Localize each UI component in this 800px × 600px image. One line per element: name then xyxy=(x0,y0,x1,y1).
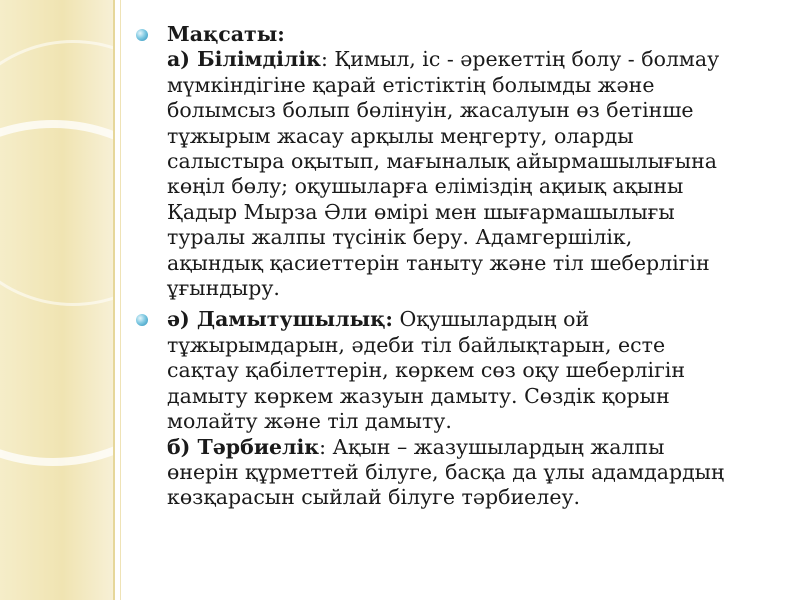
paragraph-text: : Ақын – жазушылардың жалпы xyxy=(319,434,665,459)
paragraph-line: өнерін құрметтей білуге, басқа да ұлы адамдардың xyxy=(167,459,725,484)
paragraph-text: Қимыл, іс - әрекеттің болу - болмау xyxy=(334,47,720,72)
decorative-side-band xyxy=(0,0,114,600)
paragraph-line: ұғындыру. xyxy=(167,276,280,301)
paragraph-line: мүмкіндігіне қарай етістіктің болымды және xyxy=(167,72,655,97)
developmental-label: ә) Дамытушылық: xyxy=(167,307,393,332)
paragraph-line: дамыту көркем жазуын дамыту. Сөздік қорын xyxy=(167,383,670,408)
paragraph-line: салыстыра оқытып, мағыналық айырмашылығына xyxy=(167,149,717,174)
paragraph-text: Оқушылардың ой xyxy=(392,307,590,332)
paragraph-line: Қадыр Мырза Әли өмірі мен шығармашылығы xyxy=(167,199,675,224)
paragraph-line: ақындық қасиеттерін таныту және тіл шеберлігін xyxy=(167,250,710,275)
upbringing-label: б) Тәрбиелік xyxy=(167,434,320,459)
label-separator: : xyxy=(320,47,335,72)
paragraph-line: тұжырым жасау арқылы меңгерту, оларды xyxy=(167,123,634,148)
goals-heading: Мақсаты: xyxy=(167,22,285,46)
bullet-item-development xyxy=(136,307,776,510)
bullet-icon xyxy=(136,314,148,326)
bullet-icon xyxy=(136,29,148,41)
paragraph-line xyxy=(167,47,776,72)
paragraph-line: сақтау қабілеттерін, көркем сөз оқу шеберлігін xyxy=(167,358,686,383)
slide-content xyxy=(136,22,776,511)
educational-label: а) Білімділік xyxy=(167,47,321,72)
paragraph-line xyxy=(167,435,776,460)
paragraph-line: көзқарасын сыйлай білуге тәрбиелеу. xyxy=(167,485,581,510)
paragraph-line xyxy=(167,307,776,332)
paragraph-line: болымсыз болып бөлінуін, жасалуын өз бетінше xyxy=(167,98,694,123)
paragraph-line: молайту және тіл дамыту. xyxy=(167,409,452,434)
paragraph-line: көңіл бөлу; оқушыларға еліміздің ақиық ақыны xyxy=(167,174,684,199)
paragraph-line: тұжырымдарын, әдеби тіл байлықтарын, есте xyxy=(167,332,666,357)
bullet-item-goals xyxy=(136,22,776,301)
divider-line xyxy=(113,0,115,600)
paragraph-line: туралы жалпы түсінік беру. Адамгершілік, xyxy=(167,225,633,250)
divider-line xyxy=(120,0,121,600)
